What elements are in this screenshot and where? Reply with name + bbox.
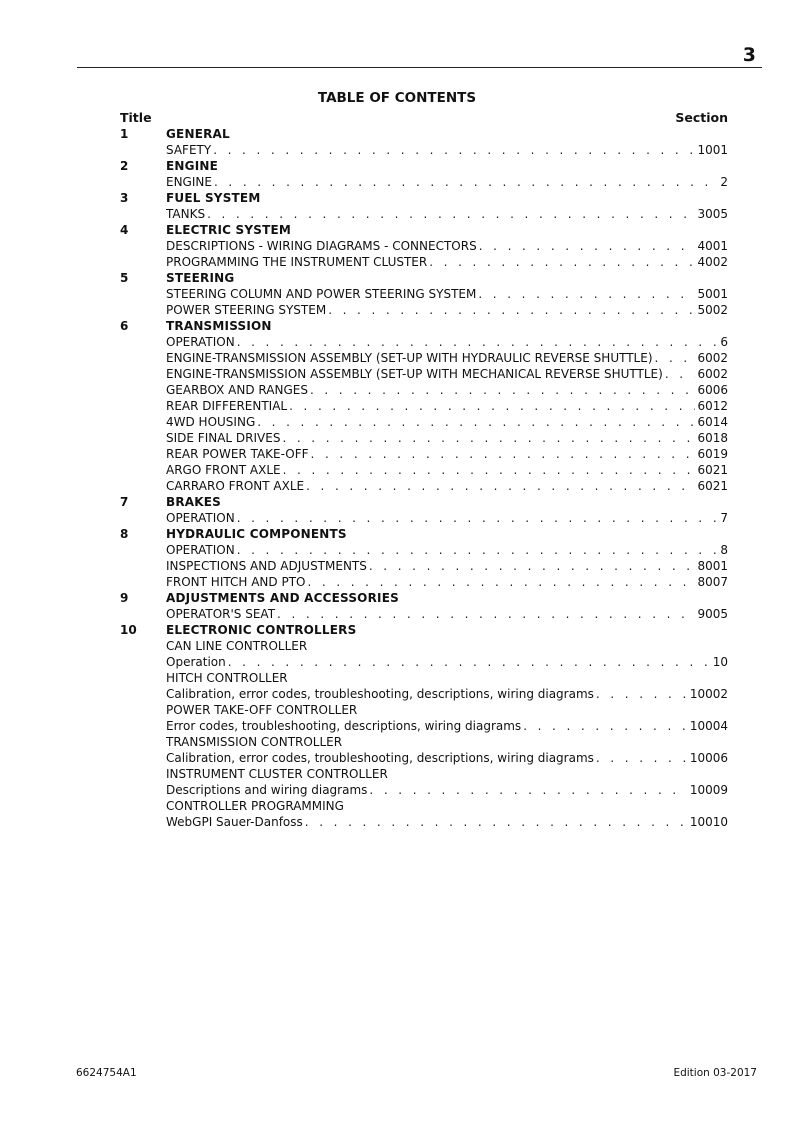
toc-subheading-row — [120, 734, 728, 750]
toc-subheading-row — [120, 670, 728, 686]
toc-entry — [166, 398, 728, 414]
entry-label: Operation — [166, 655, 226, 669]
chapter-number: 3 — [120, 191, 129, 205]
dot-leader — [429, 254, 695, 270]
toc-title: TABLE OF CONTENTS — [317, 90, 477, 106]
chapter-title: GENERAL — [166, 127, 230, 141]
dot-leader — [479, 238, 696, 254]
dot-leader — [306, 478, 695, 494]
dot-leader — [655, 350, 696, 366]
entry-label: 4WD HOUSING — [166, 415, 256, 429]
subheading-label: POWER TAKE-OFF CONTROLLER — [166, 703, 358, 717]
chapter-number: 9 — [120, 591, 129, 605]
toc-entry — [166, 174, 728, 190]
toc-entry — [166, 286, 728, 302]
toc-entry-row — [120, 542, 728, 558]
toc-subheading-row — [120, 638, 728, 654]
entry-label: CARRARO FRONT AXLE — [166, 479, 305, 493]
toc-entry — [166, 782, 728, 798]
entry-section-number: 2 — [720, 175, 728, 189]
toc-chapter-row — [120, 318, 728, 334]
dot-leader — [523, 718, 688, 734]
toc-entry-row — [120, 302, 728, 318]
entry-label: TANKS — [166, 207, 206, 221]
toc-chapter-row — [120, 270, 728, 286]
entry-section-number: 10004 — [689, 719, 728, 733]
toc-entry — [166, 414, 728, 430]
toc-entry-row — [120, 430, 728, 446]
entry-label: REAR DIFFERENTIAL — [166, 399, 288, 413]
toc-entry — [166, 574, 728, 590]
chapter-number: 4 — [120, 223, 129, 237]
dot-leader — [213, 142, 695, 158]
toc-entry — [166, 686, 728, 702]
toc-entry-row — [120, 446, 728, 462]
toc-entry-row — [120, 286, 728, 302]
chapter-title: ELECTRONIC CONTROLLERS — [166, 623, 357, 637]
subheading-label: INSTRUMENT CLUSTER CONTROLLER — [166, 767, 388, 781]
entry-label: INSPECTIONS AND ADJUSTMENTS — [166, 559, 367, 573]
toc-entry — [166, 478, 728, 494]
dot-leader — [305, 814, 688, 830]
toc-entry — [166, 750, 728, 766]
chapter-number: 2 — [120, 159, 129, 173]
toc-entry — [166, 606, 728, 622]
entry-section-number: 10009 — [689, 783, 728, 797]
entry-label: PROGRAMMING THE INSTRUMENT CLUSTER — [166, 255, 428, 269]
toc-entry-row — [120, 478, 728, 494]
entry-section-number: 6012 — [697, 399, 728, 413]
entry-section-number: 9005 — [697, 607, 728, 621]
toc-entry-row — [120, 782, 728, 798]
entry-section-number: 6021 — [697, 479, 728, 493]
toc-chapter-row — [120, 190, 728, 206]
dot-leader — [369, 558, 696, 574]
toc-entry-row — [120, 718, 728, 734]
dot-leader — [665, 366, 696, 382]
toc-entry-row — [120, 686, 728, 702]
toc-subheading-row — [120, 798, 728, 814]
entry-section-number: 5002 — [697, 303, 728, 317]
entry-section-number: 10006 — [689, 751, 728, 765]
chapter-number: 8 — [120, 527, 129, 541]
subheading-label: HITCH CONTROLLER — [166, 671, 288, 685]
entry-label: OPERATION — [166, 335, 235, 349]
chapter-title: TRANSMISSION — [166, 319, 272, 333]
toc-entry-row — [120, 398, 728, 414]
toc-entry — [166, 382, 728, 398]
toc-entry — [166, 350, 728, 366]
toc-entry-row — [120, 238, 728, 254]
entry-section-number: 6002 — [697, 367, 728, 381]
toc-entry-row — [120, 814, 728, 830]
toc-entry-row — [120, 350, 728, 366]
chapter-title: STEERING — [166, 271, 235, 285]
toc-entry — [166, 558, 728, 574]
toc-subheading-row — [120, 766, 728, 782]
entry-label: OPERATION — [166, 511, 235, 525]
footer-edition: Edition 03-2017 — [673, 1067, 757, 1079]
entry-section-number: 3005 — [697, 207, 728, 221]
toc-entry — [166, 654, 728, 670]
dot-leader — [237, 510, 719, 526]
entry-section-number: 4001 — [697, 239, 728, 253]
entry-section-number: 10 — [712, 655, 728, 669]
entry-label: Descriptions and wiring diagrams — [166, 783, 368, 797]
toc-entry-row — [120, 654, 728, 670]
dot-leader — [283, 462, 696, 478]
chapter-number: 7 — [120, 495, 129, 509]
chapter-number: 10 — [120, 623, 137, 637]
table-of-contents — [120, 110, 728, 830]
toc-entry — [166, 430, 728, 446]
toc-entry — [166, 142, 728, 158]
toc-entry-row — [120, 606, 728, 622]
chapter-title: BRAKES — [166, 495, 222, 509]
entry-label: SIDE FINAL DRIVES — [166, 431, 281, 445]
dot-leader — [311, 446, 696, 462]
entry-section-number: 8 — [720, 543, 728, 557]
toc-entry-row — [120, 750, 728, 766]
entry-section-number: 10002 — [689, 687, 728, 701]
dot-leader — [237, 542, 719, 558]
chapter-number: 1 — [120, 127, 129, 141]
dot-leader — [369, 782, 687, 798]
column-header-title: Title — [120, 110, 152, 125]
entry-label: Calibration, error codes, troubleshooting, descriptions, wiring diagrams — [166, 687, 594, 701]
dot-leader — [478, 286, 695, 302]
toc-entry-row — [120, 206, 728, 222]
chapter-title: ADJUSTMENTS AND ACCESSORIES — [166, 591, 399, 605]
subheading-label: CONTROLLER PROGRAMMING — [166, 799, 344, 813]
entry-section-number: 6019 — [697, 447, 728, 461]
entry-section-number: 10010 — [689, 815, 728, 829]
toc-entry — [166, 366, 728, 382]
entry-section-number: 6014 — [697, 415, 728, 429]
toc-entry — [166, 542, 728, 558]
entry-section-number: 6018 — [697, 431, 728, 445]
entry-label: GEARBOX AND RANGES — [166, 383, 308, 397]
dot-leader — [310, 382, 696, 398]
chapter-title: ENGINE — [166, 159, 218, 173]
entry-section-number: 4002 — [697, 255, 728, 269]
toc-entry — [166, 254, 728, 270]
dot-leader — [328, 302, 695, 318]
toc-entry-row — [120, 142, 728, 158]
toc-entry-row — [120, 462, 728, 478]
toc-chapter-row — [120, 590, 728, 606]
entry-label: STEERING COLUMN AND POWER STEERING SYSTEM — [166, 287, 477, 301]
toc-entry-row — [120, 574, 728, 590]
entry-section-number: 6002 — [697, 351, 728, 365]
entry-section-number: 8001 — [697, 559, 728, 573]
toc-entry-row — [120, 174, 728, 190]
entry-label: REAR POWER TAKE-OFF — [166, 447, 309, 461]
dot-leader — [289, 398, 695, 414]
subheading-label: TRANSMISSION CONTROLLER — [166, 735, 343, 749]
toc-chapter-row — [120, 222, 728, 238]
chapter-number: 5 — [120, 271, 129, 285]
entry-label: ENGINE — [166, 175, 212, 189]
entry-label: ENGINE-TRANSMISSION ASSEMBLY (SET-UP WITH HYDRAULIC REVERSE SHUTTLE) — [166, 351, 653, 365]
entry-section-number: 6006 — [697, 383, 728, 397]
page-number: 3 — [742, 44, 756, 66]
toc-entry-row — [120, 558, 728, 574]
top-rule — [77, 67, 762, 68]
entry-section-number: 7 — [720, 511, 728, 525]
toc-entry-row — [120, 414, 728, 430]
dot-leader — [282, 430, 695, 446]
entry-label: ARGO FRONT AXLE — [166, 463, 281, 477]
toc-entry — [166, 462, 728, 478]
dot-leader — [257, 414, 695, 430]
dot-leader — [277, 606, 695, 622]
toc-subheading-row — [120, 702, 728, 718]
entry-label: ENGINE-TRANSMISSION ASSEMBLY (SET-UP WITH MECHANICAL REVERSE SHUTTLE) — [166, 367, 663, 381]
entry-label: SAFETY — [166, 143, 212, 157]
entry-label: DESCRIPTIONS - WIRING DIAGRAMS - CONNECTORS — [166, 239, 477, 253]
dot-leader — [596, 750, 688, 766]
toc-entry-row — [120, 366, 728, 382]
chapter-title: FUEL SYSTEM — [166, 191, 261, 205]
chapter-number: 6 — [120, 319, 129, 333]
dot-leader — [237, 334, 719, 350]
entry-label: POWER STEERING SYSTEM — [166, 303, 327, 317]
column-header-section: Section — [675, 110, 728, 125]
toc-entry — [166, 718, 728, 734]
toc-entry-row — [120, 510, 728, 526]
entry-section-number: 6 — [720, 335, 728, 349]
toc-chapter-row — [120, 126, 728, 142]
toc-entry — [166, 238, 728, 254]
entry-section-number: 6021 — [697, 463, 728, 477]
toc-column-headers — [120, 110, 728, 126]
toc-entry-row — [120, 254, 728, 270]
dot-leader — [214, 174, 718, 190]
toc-entry — [166, 334, 728, 350]
entry-label: FRONT HITCH AND PTO — [166, 575, 306, 589]
toc-entry — [166, 302, 728, 318]
entry-section-number: 8007 — [697, 575, 728, 589]
entry-label: OPERATION — [166, 543, 235, 557]
entry-section-number: 1001 — [697, 143, 728, 157]
toc-entry — [166, 510, 728, 526]
toc-entry — [166, 814, 728, 830]
entry-section-number: 5001 — [697, 287, 728, 301]
dot-leader — [596, 686, 688, 702]
toc-chapter-row — [120, 494, 728, 510]
subheading-label: CAN LINE CONTROLLER — [166, 639, 308, 653]
footer-doc-code: 6624754A1 — [76, 1067, 137, 1079]
chapter-title: ELECTRIC SYSTEM — [166, 223, 292, 237]
dot-leader — [228, 654, 711, 670]
toc-chapter-row — [120, 622, 728, 638]
toc-chapter-row — [120, 158, 728, 174]
entry-label: Calibration, error codes, troubleshooting, descriptions, wiring diagrams — [166, 751, 594, 765]
toc-entry-row — [120, 382, 728, 398]
dot-leader — [307, 574, 695, 590]
toc-chapter-row — [120, 526, 728, 542]
entry-label: WebGPI Sauer-Danfoss — [166, 815, 303, 829]
toc-entry — [166, 446, 728, 462]
dot-leader — [207, 206, 695, 222]
toc-entry-row — [120, 334, 728, 350]
chapter-title: HYDRAULIC COMPONENTS — [166, 527, 347, 541]
entry-label: Error codes, troubleshooting, descriptions, wiring diagrams — [166, 719, 522, 733]
toc-entry — [166, 206, 728, 222]
entry-label: OPERATOR'S SEAT — [166, 607, 276, 621]
